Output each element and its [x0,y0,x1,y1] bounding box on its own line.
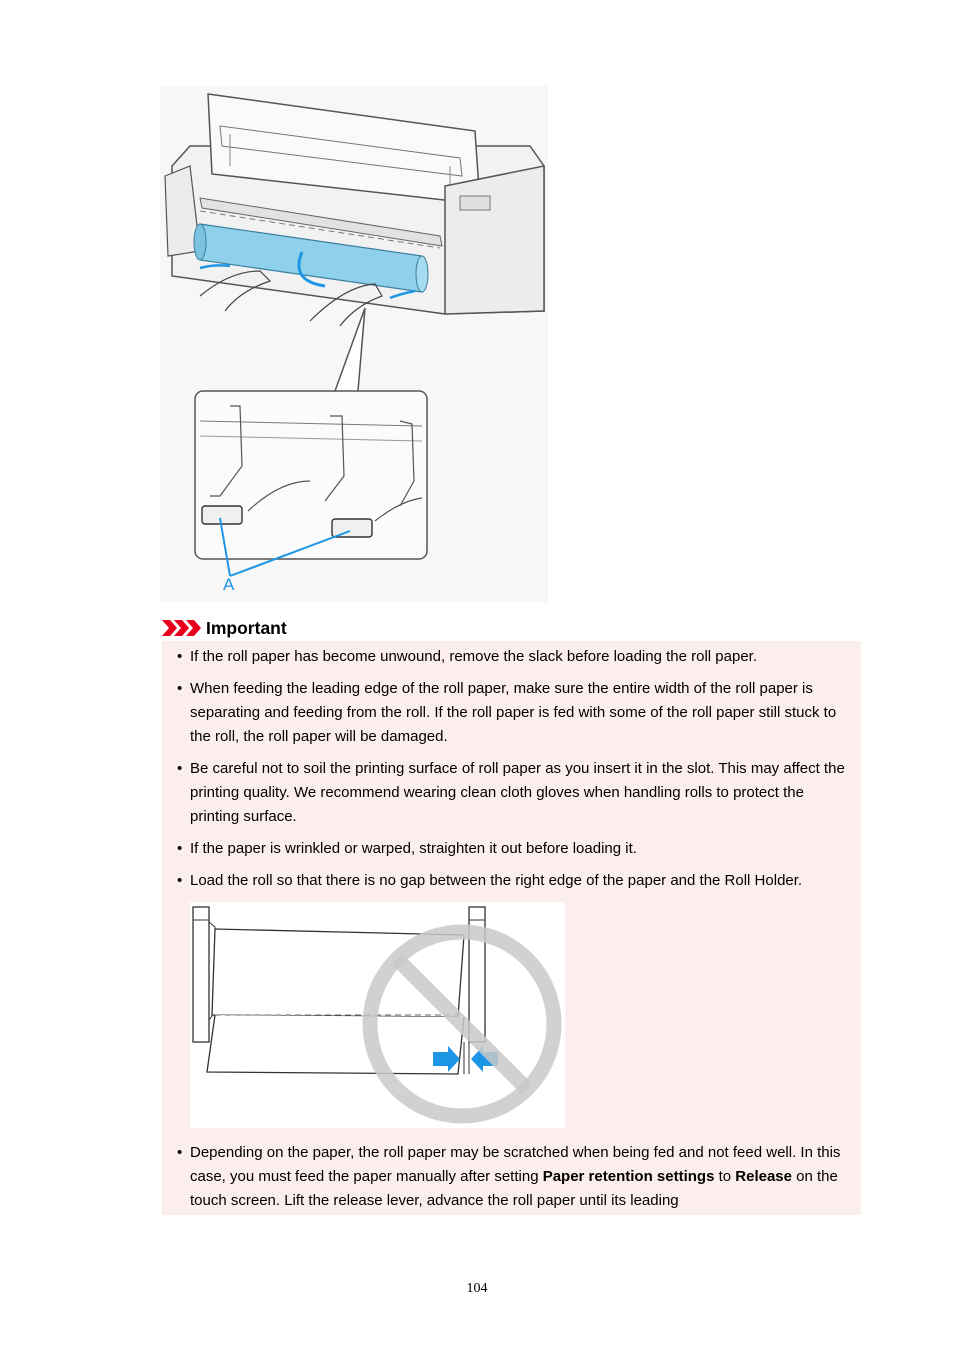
bullet: • [177,1144,183,1161]
roll-holder-gap-prohibited-illustration [190,902,565,1128]
paper-retention-settings-term: Paper retention settings [542,1168,715,1185]
list-item-text: When feeding the leading edge of the roll paper, make sure the entire width of the roll paper is separating and feeding from the roll. If the roll paper is fed with some of the roll paper still stuck to the roll, the roll paper will be damaged. [190,680,837,745]
list-item-text: Be careful not to soil the printing surface of roll paper as you insert it in the slot. This may affect the printing quality. We recommend wearing clean cloth gloves when handling rolls to protect the printing surface. [190,760,845,825]
callout-label-a: A [223,575,235,594]
list-item-text: to [714,1168,736,1185]
release-term: Release [735,1168,792,1185]
page-number: 104 [466,1281,488,1296]
important-header [162,615,287,641]
list-item-text: Load the roll so that there is no gap between the right edge of the paper and the Roll Holder. [190,872,803,889]
bullet: • [177,760,183,777]
list-item [162,645,861,669]
list-item-text: If the paper is wrinkled or warped, straighten it out before loading it. [190,840,637,857]
last-list-item [162,1141,861,1213]
bullet: • [177,680,183,697]
list-item-text: If the roll paper has become unwound, remove the slack before loading the roll paper. [190,648,758,665]
important-title: Important [206,617,287,638]
list-item [162,1141,861,1213]
list-item [162,869,861,893]
list-item [162,757,861,829]
list-item [162,677,861,749]
important-list [162,641,861,893]
list-item-text: Depending on the paper, the roll paper may be scratched when being fed and not feed well. In this case, you must feed the paper manually after setting [190,1144,841,1185]
list-item-text: on the touch screen. Lift the release lever, advance the roll paper until its leading [190,1168,838,1209]
important-box [162,641,861,1215]
important-chevron-icon [162,620,202,636]
printer-roll-loading-illustration [160,86,548,602]
bullet: • [177,840,183,857]
list-item [162,837,861,861]
bullet: • [177,872,183,889]
bullet: • [177,648,183,665]
important-list-continued [162,1141,861,1213]
